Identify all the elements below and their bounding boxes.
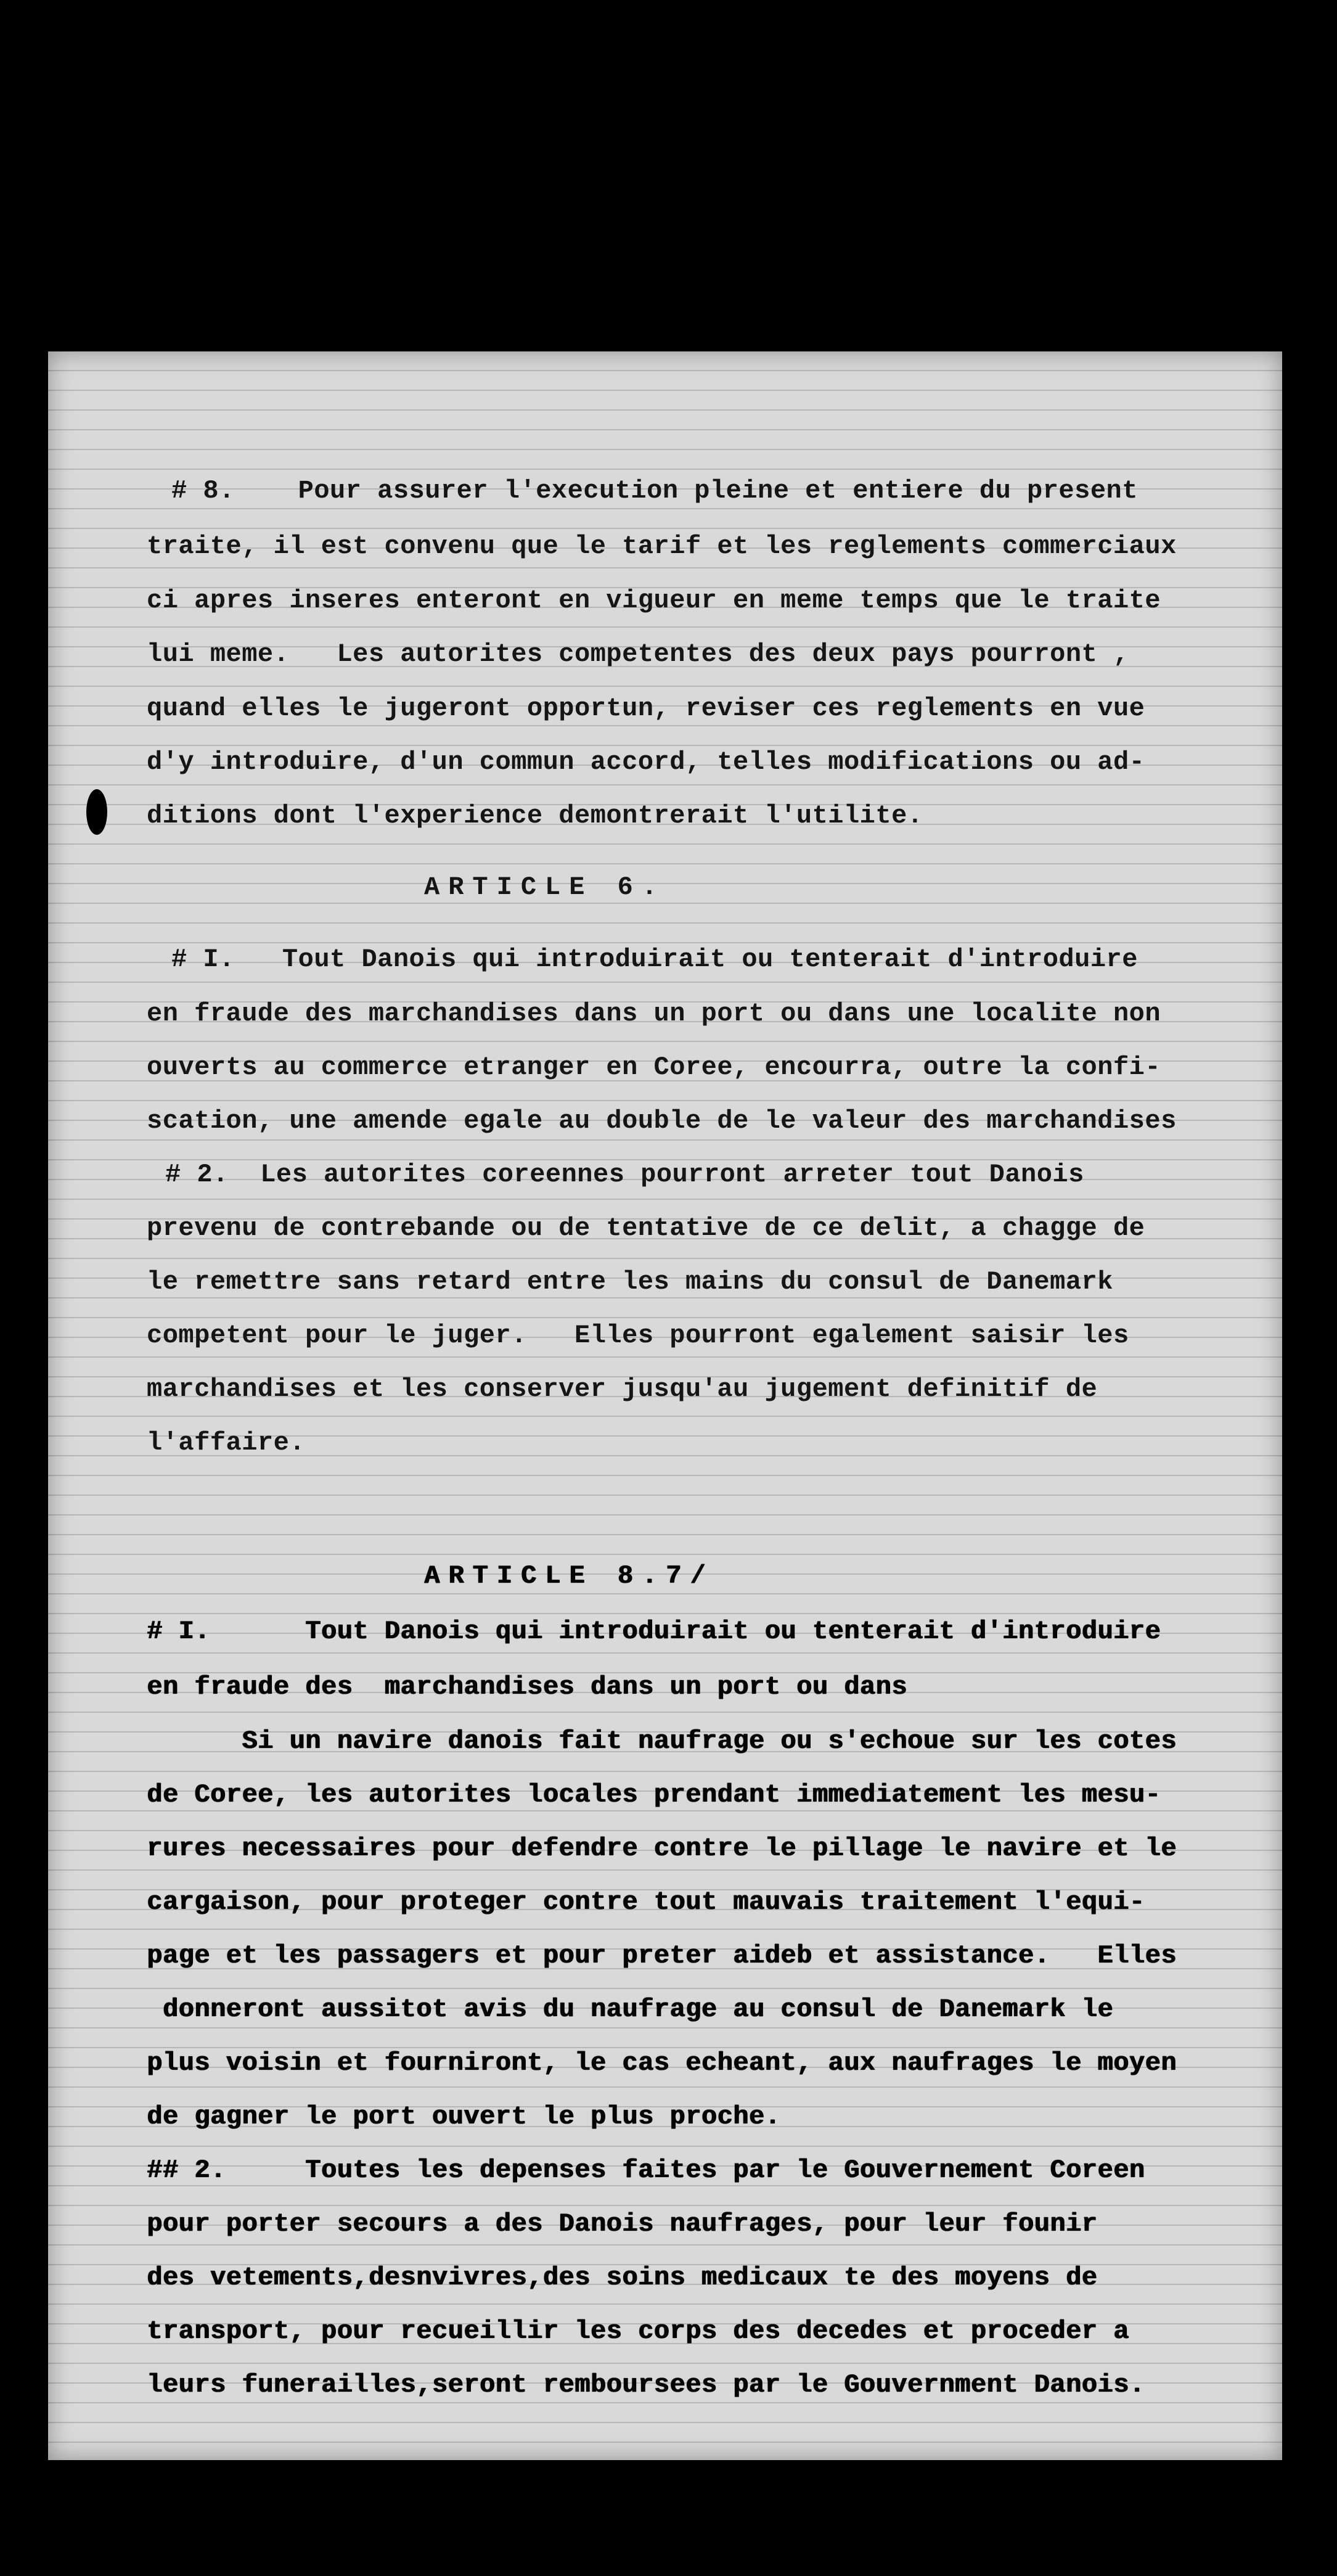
article6-line-4: scation, une amende egale au double de le valeur des marchandises	[147, 1106, 1177, 1136]
article6-line-2: en fraude des marchandises dans un port ou dans une localite non	[147, 999, 1161, 1028]
article7-line-3: Si un navire danois fait naufrage ou s'echoue sur les cotes	[147, 1726, 1177, 1756]
section1-line-6: d'y introduire, d'un commun accord, telles modifications ou ad-	[147, 747, 1145, 777]
article7-line-14: transport, pour recueillir les corps des decedes et proceder a	[147, 2316, 1129, 2346]
section1-line-7: ditions dont l'experience demontrerait l'utilite.	[147, 801, 923, 831]
article7-line-4: de Coree, les autorites locales prendant immediatement les mesu-	[147, 1780, 1161, 1810]
article7-line-15: leurs funerailles,seront remboursees par le Gouvernment Danois.	[147, 2370, 1145, 2400]
article6-line-9: marchandises et les conserver jusqu'au jugement definitif de	[147, 1374, 1098, 1404]
article6-line-1: # I. Tout Danois qui introduirait ou tenterait d'introduire	[171, 945, 1138, 974]
article7-line-10: de gagner le port ouvert le plus proche.	[147, 2102, 781, 2131]
article7-line-9: plus voisin et fourniront, le cas echeant, aux naufrages le moyen	[147, 2048, 1177, 2078]
article7-line-11: ## 2. Toutes les depenses faites par le Gouvernement Coreen	[147, 2156, 1145, 2185]
section1-line-2: traite, il est convenu que le tarif et les reglements commerciaux	[147, 531, 1177, 561]
article6-line-6: prevenu de contrebande ou de tentative de ce delit, a chagge de	[147, 1213, 1145, 1243]
article6-line-7: le remettre sans retard entre les mains du consul de Danemark	[147, 1267, 1113, 1297]
article6-heading: ARTICLE 6.	[424, 872, 666, 902]
article7-line-7: page et les passagers et pour preter aideb et assistance. Elles	[147, 1941, 1177, 1971]
article7-line-6: cargaison, pour proteger contre tout mauvais traitement l'equi-	[147, 1887, 1145, 1917]
article6-line-8: competent pour le juger. Elles pourront egalement saisir les	[147, 1321, 1129, 1350]
section1-line-3: ci apres inseres enteront en vigueur en meme temps que le traite	[147, 586, 1161, 615]
article7-line-12: pour porter secours a des Danois naufrages, pour leur founir	[147, 2209, 1098, 2239]
article6-line-5: # 2. Les autorites coreennes pourront arreter tout Danois	[165, 1160, 1084, 1189]
article6-line-10: l'affaire.	[147, 1428, 306, 1458]
article7-line-2: en fraude des marchandises dans un port ou dans	[147, 1672, 907, 1702]
document-page	[48, 351, 1282, 2460]
article6-line-3: ouverts au commerce etranger en Coree, encourra, outre la confi-	[147, 1052, 1161, 1082]
section1-line-5: quand elles le jugeront opportun, reviser ces reglements en vue	[147, 694, 1145, 723]
article7-line-13: des vetements,desnvivres,des soins medicaux te des moyens de	[147, 2263, 1098, 2292]
article7-line-1: # I. Tout Danois qui introduirait ou tenterait d'introduire	[147, 1617, 1161, 1646]
punch-hole	[86, 789, 107, 835]
section1-line-1: # 8. Pour assurer l'execution pleine et entiere du present	[171, 476, 1138, 506]
article7-line-5: rures necessaires pour defendre contre le pillage le navire et le	[147, 1834, 1177, 1863]
article7-heading: ARTICLE 8.7/	[424, 1561, 714, 1591]
section1-line-4: lui meme. Les autorites competentes des deux pays pourront ,	[147, 639, 1129, 669]
article7-line-8: donneront aussitot avis du naufrage au consul de Danemark le	[147, 1995, 1113, 2024]
